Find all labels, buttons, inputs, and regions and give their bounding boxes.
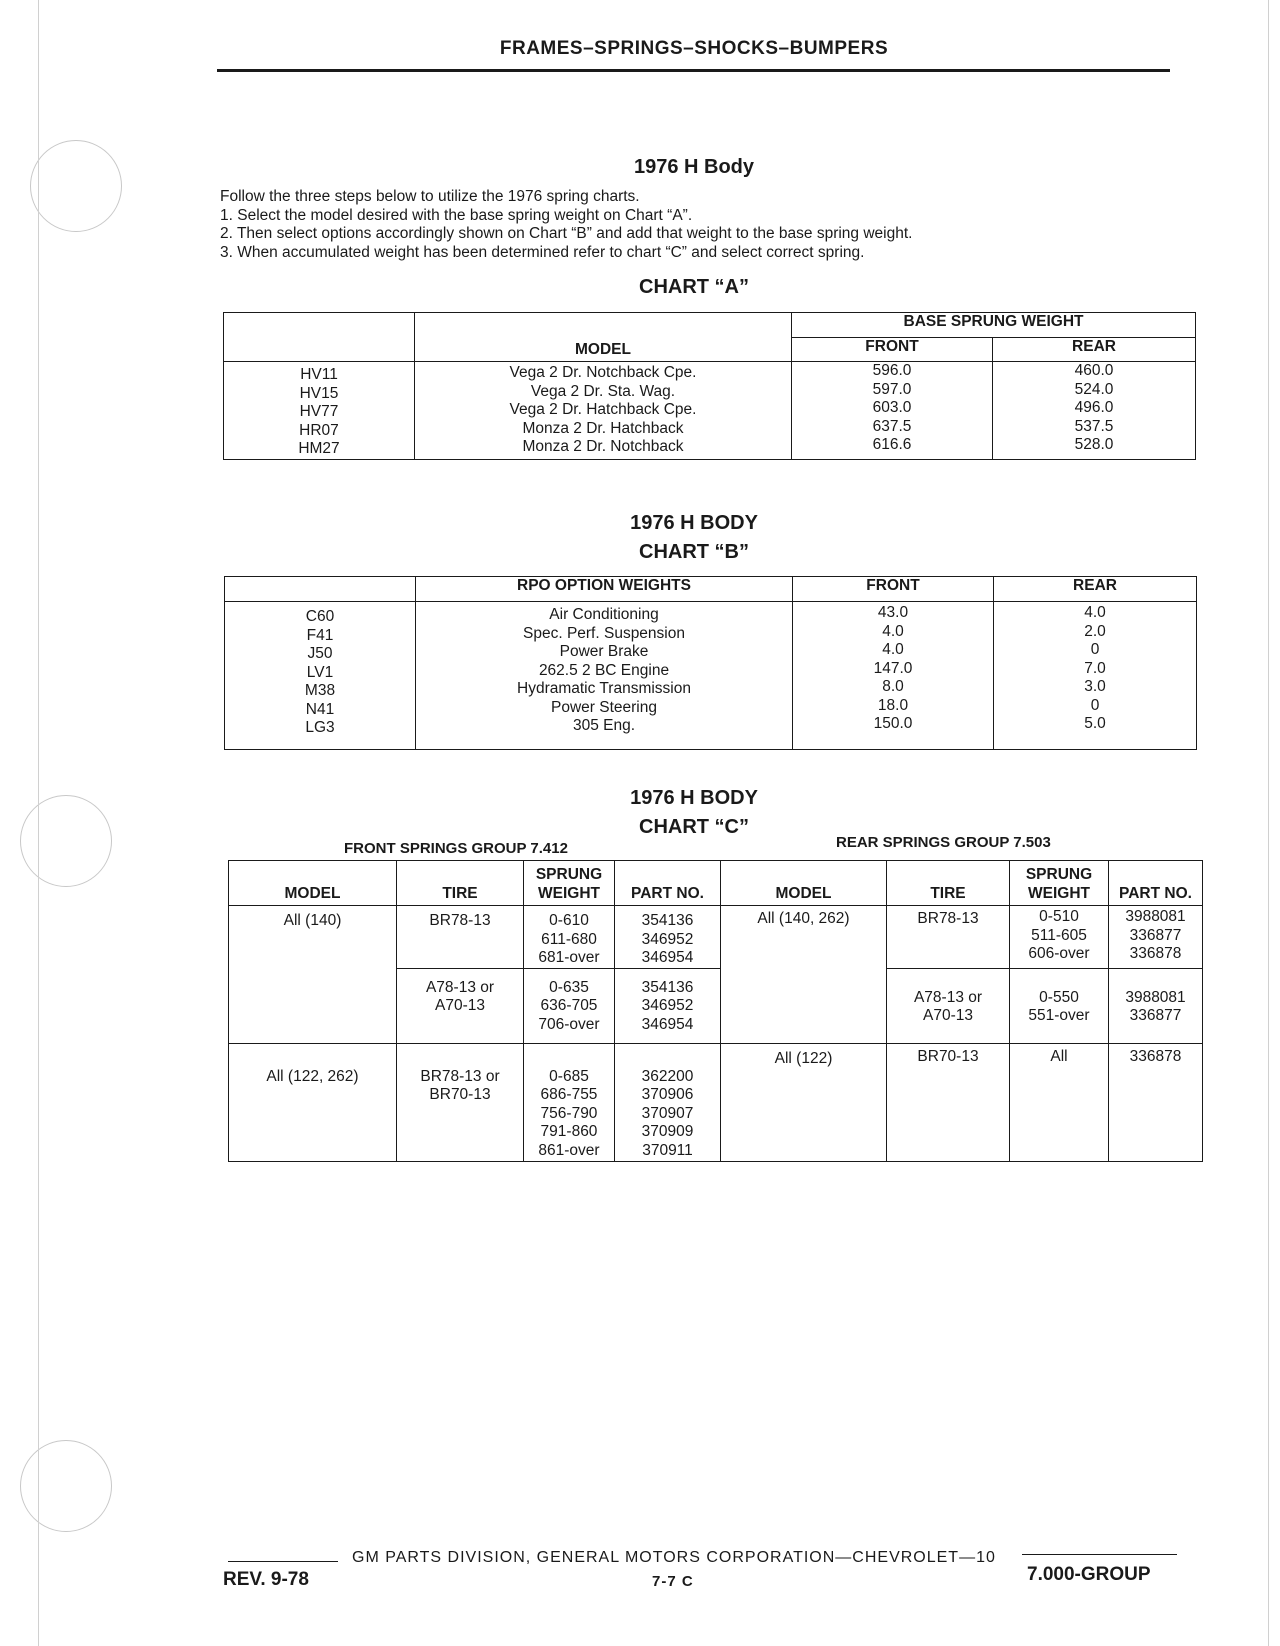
binder-hole-top <box>30 140 122 232</box>
rear-part-no-header: PART NO. <box>1109 861 1203 906</box>
weight-label: WEIGHT <box>1028 885 1090 902</box>
sprung-label: SPRUNG <box>1025 866 1093 883</box>
tire-line: A70-13 <box>435 997 485 1014</box>
list-item: LG3 <box>305 719 335 736</box>
list-item: HV11 <box>300 366 338 383</box>
chart-b-title-line1: 1976 H BODY <box>630 512 758 534</box>
list-item: HV15 <box>299 384 339 402</box>
chart-b-options <box>416 602 793 750</box>
chart-b-rear-values <box>994 602 1197 750</box>
list-item: 511-605 <box>1031 926 1087 944</box>
list-item: 3988081 <box>1125 988 1186 1006</box>
list-item: Monza 2 Dr. Notchback <box>522 438 684 455</box>
list-item: 4.0 <box>882 641 904 658</box>
tire-line: A78-13 or <box>425 978 495 996</box>
sprung-label: SPRUNG <box>535 866 603 883</box>
rear-model-header: MODEL <box>721 861 887 906</box>
front-tire-header: TIRE <box>397 861 524 906</box>
list-item: 7.0 <box>1084 659 1106 677</box>
list-item: HM27 <box>298 440 340 457</box>
list-item: 4.0 <box>1084 604 1106 621</box>
list-item: 0 <box>1090 641 1100 658</box>
rear-model-140-262: All (140, 262) <box>721 906 887 1044</box>
list-item: 150.0 <box>873 715 913 732</box>
footer-group: 7.000-GROUP <box>1027 1564 1151 1585</box>
front-weights-2 <box>524 968 615 1043</box>
front-model-122-262: All (122, 262) <box>229 1043 397 1161</box>
list-item: 0-610 <box>549 912 589 929</box>
rear-tire-a78 <box>887 968 1010 1043</box>
list-item: HR07 <box>299 421 339 439</box>
front-tire-br78-br70 <box>397 1043 524 1161</box>
list-item: 4.0 <box>882 622 904 640</box>
list-item: 2.0 <box>1084 622 1106 640</box>
instruction-line: Follow the three steps below to utilize the 1976 spring charts. <box>220 188 640 205</box>
chart-b-rear-header: REAR <box>994 577 1197 602</box>
list-item: 460.0 <box>1074 362 1114 379</box>
footer-page-ref: 7-7 C <box>652 1573 694 1590</box>
list-item: 706-over <box>538 1015 600 1033</box>
front-parts-3 <box>615 1043 721 1161</box>
list-item: N41 <box>305 700 335 718</box>
front-tire-br78: BR78-13 <box>397 906 524 969</box>
rear-parts-1 <box>1109 906 1203 969</box>
chart-a-codes <box>224 362 415 460</box>
list-item: C60 <box>305 608 335 625</box>
left-margin-line <box>38 0 39 1646</box>
list-item: Hydramatic Transmission <box>517 680 691 697</box>
chart-b-title-line2: CHART “B” <box>639 541 749 563</box>
rear-tire-br78: BR78-13 <box>887 906 1010 969</box>
list-item: 262.5 2 BC Engine <box>538 661 670 679</box>
list-item: Spec. Perf. Suspension <box>523 624 685 642</box>
front-sprung-weight-header <box>524 861 615 906</box>
list-item: 3.0 <box>1084 678 1106 695</box>
list-item: LV1 <box>306 663 334 681</box>
list-item: 0-635 <box>549 978 589 996</box>
right-margin-line <box>1268 0 1269 1646</box>
instruction-line: 2. Then select options accordingly shown on Chart “B” and add that weight to the base spring weight. <box>220 225 913 242</box>
front-model-header: MODEL <box>229 861 397 906</box>
rear-weights-2 <box>1010 968 1109 1043</box>
list-item: 5.0 <box>1084 715 1106 732</box>
list-item: 0-685 <box>549 1067 589 1085</box>
list-item: 596.0 <box>872 362 912 379</box>
weight-label: WEIGHT <box>538 885 600 902</box>
list-item: 354136 <box>641 978 694 996</box>
chart-a-front-values <box>792 362 993 460</box>
front-springs-caption: FRONT SPRINGS GROUP 7.412 <box>344 840 568 857</box>
rear-tire-header: TIRE <box>887 861 1010 906</box>
instruction-line: 3. When accumulated weight has been determined refer to chart “C” and select correct spring. <box>220 243 865 261</box>
list-item: 611-680 <box>541 930 597 948</box>
binder-hole-bottom <box>20 1440 112 1532</box>
list-item: 346954 <box>641 1015 694 1033</box>
list-item: 756-790 <box>540 1104 598 1122</box>
rear-parts-3: 336878 <box>1109 1043 1203 1161</box>
chart-a-rear-header: REAR <box>993 338 1196 362</box>
list-item: 370906 <box>641 1086 694 1103</box>
list-item: 0 <box>1090 696 1100 714</box>
list-item: 336877 <box>1129 926 1182 944</box>
list-item: 637.5 <box>872 417 912 435</box>
list-item: 606-over <box>1028 945 1090 962</box>
chart-b-options-header: RPO OPTION WEIGHTS <box>416 577 793 602</box>
intro-title: 1976 H Body <box>633 156 755 178</box>
list-item: 346954 <box>641 949 694 966</box>
list-item: Power Steering <box>551 698 657 716</box>
front-part-no-header: PART NO. <box>615 861 721 906</box>
footer-rule-right <box>1022 1554 1177 1555</box>
chart-b-table <box>224 576 1197 750</box>
rear-model-122: All (122) <box>721 1043 887 1161</box>
list-item: 528.0 <box>1074 436 1114 453</box>
list-item: 861-over <box>538 1141 600 1159</box>
instructions <box>220 188 1120 262</box>
tire-line: BR70-13 <box>429 1086 491 1103</box>
list-item: 603.0 <box>872 399 912 416</box>
list-item: 18.0 <box>877 696 909 714</box>
front-parts-1 <box>615 906 721 969</box>
rear-parts-2 <box>1109 968 1203 1043</box>
list-item: 537.5 <box>1074 417 1114 435</box>
list-item: J50 <box>307 645 333 662</box>
footer-revision: REV. 9-78 <box>223 1569 309 1590</box>
list-item: 686-755 <box>540 1086 598 1103</box>
list-item: 0-550 <box>1039 988 1079 1006</box>
list-item: 370909 <box>641 1123 694 1140</box>
footer-publisher: GM PARTS DIVISION, GENERAL MOTORS CORPORATION—CHEVROLET—10 <box>352 1549 996 1566</box>
chart-a-code-header <box>224 313 415 362</box>
list-item: 496.0 <box>1074 399 1114 416</box>
front-model-140: All (140) <box>229 906 397 1044</box>
footer-rule-left <box>228 1561 338 1562</box>
list-item: 336877 <box>1129 1007 1182 1024</box>
chart-c-table <box>228 860 1203 1162</box>
front-weights-1 <box>524 906 615 969</box>
list-item: 336878 <box>1129 945 1182 962</box>
tire-line: A78-13 or <box>913 988 983 1006</box>
front-tire-a78 <box>397 968 524 1043</box>
list-item: 8.0 <box>882 678 904 695</box>
list-item: F41 <box>306 626 334 644</box>
list-item: 346952 <box>641 930 694 948</box>
chart-a-rear-values <box>993 362 1196 460</box>
list-item: M38 <box>304 682 336 699</box>
chart-a-front-header: FRONT <box>792 338 993 362</box>
list-item: 597.0 <box>872 380 912 398</box>
instruction-line: 1. Select the model desired with the base spring weight on Chart “A”. <box>220 206 693 224</box>
list-item: 305 Eng. <box>572 717 636 734</box>
rear-tire-br70: BR70-13 <box>887 1043 1010 1161</box>
rear-springs-caption: REAR SPRINGS GROUP 7.503 <box>836 834 1051 851</box>
front-weights-3 <box>524 1043 615 1161</box>
list-item: HV77 <box>299 403 339 420</box>
list-item: 370911 <box>642 1141 693 1159</box>
chart-a-table <box>223 312 1196 460</box>
list-item: 346952 <box>641 997 694 1014</box>
list-item: 354136 <box>641 912 694 929</box>
rear-sprung-weight-header <box>1010 861 1109 906</box>
list-item: 524.0 <box>1074 380 1114 398</box>
page-header-title: FRAMES–SPRINGS–SHOCKS–BUMPERS <box>499 38 889 59</box>
list-item: 43.0 <box>877 604 909 621</box>
list-item: Air Conditioning <box>549 606 659 623</box>
list-item: 551-over <box>1028 1007 1090 1024</box>
chart-b-code-header <box>225 577 416 602</box>
list-item: 147.0 <box>873 659 913 677</box>
list-item: Vega 2 Dr. Sta. Wag. <box>530 382 676 400</box>
rear-weights-1 <box>1010 906 1109 969</box>
front-parts-2 <box>615 968 721 1043</box>
chart-a-models <box>415 362 792 460</box>
list-item: 616.6 <box>872 436 912 453</box>
list-item: 362200 <box>641 1067 694 1085</box>
list-item: 370907 <box>641 1104 694 1122</box>
chart-c-title-line2: CHART “C” <box>639 816 749 838</box>
list-item: 791-860 <box>540 1123 598 1140</box>
chart-b-front-values <box>793 602 994 750</box>
binder-hole-middle <box>20 795 112 887</box>
list-item: Vega 2 Dr. Notchback Cpe. <box>509 364 697 381</box>
chart-a-title: CHART “A” <box>639 276 749 298</box>
chart-a-base-weight-header: BASE SPRUNG WEIGHT <box>792 313 1196 338</box>
list-item: 681-over <box>538 949 600 966</box>
list-item: Vega 2 Dr. Hatchback Cpe. <box>509 401 697 418</box>
list-item: 0-510 <box>1039 908 1079 925</box>
list-item: 3988081 <box>1125 908 1186 925</box>
list-item: Power Brake <box>559 643 649 660</box>
chart-b-front-header: FRONT <box>793 577 994 602</box>
list-item: Monza 2 Dr. Hatchback <box>522 419 684 437</box>
chart-c-title-line1: 1976 H BODY <box>630 787 758 809</box>
tire-line: BR78-13 or <box>420 1067 500 1085</box>
tire-line: A70-13 <box>923 1007 973 1024</box>
list-item: 636-705 <box>540 997 598 1014</box>
chart-b-codes <box>225 602 416 750</box>
header-rule <box>217 69 1170 72</box>
rear-weights-3: All <box>1010 1043 1109 1161</box>
chart-a-model-header: MODEL <box>415 313 792 362</box>
